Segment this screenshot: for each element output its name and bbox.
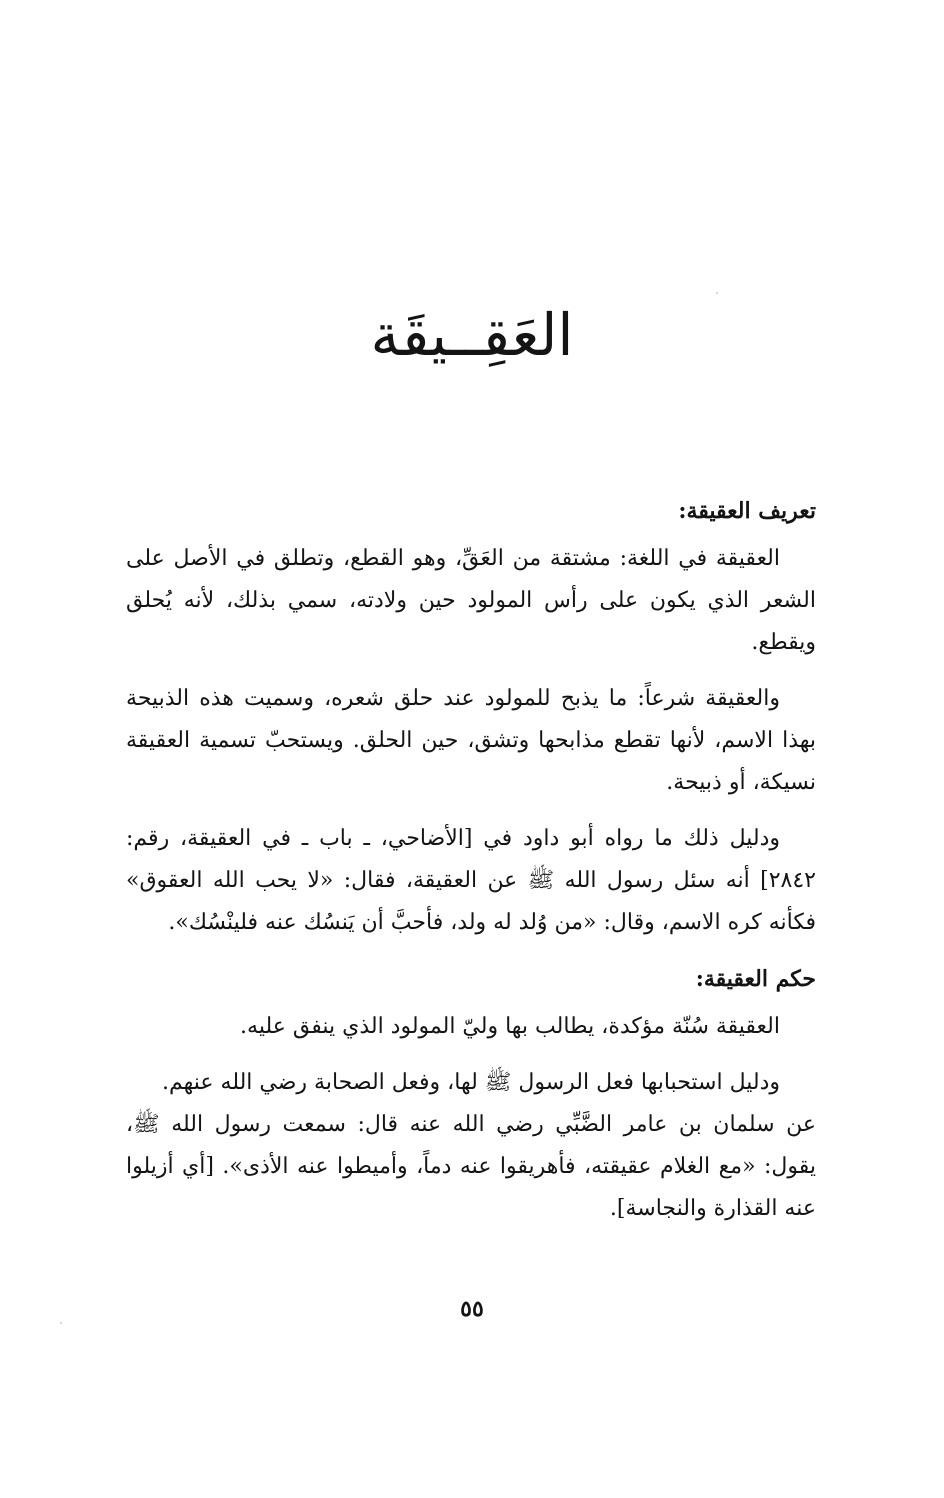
page-content (126, 490, 816, 1244)
chapter-title: العَقِــيقَة (370, 301, 574, 369)
section-heading: حكم العقيقة: (695, 966, 816, 992)
paragraph: والعقيقة شرعاً: ما يذبح للمولود عند حلق شعره، وسميت هذه الذبيحة بهذا الاسم، لأنها تقطع مذابحها وتشق، حين الحلق. ويستحبّ تسمية العقيقة نسيكة، أو ذبيحة. (126, 686, 816, 795)
section-definition (126, 490, 816, 944)
paragraph: ودليل استحبابها فعل الرسول ﷺ لها، وفعل الصحابة رضي الله عنهم. (161, 1070, 780, 1095)
paragraph: ودليل ذلك ما رواه أبو داود في [الأضاحي، ـ باب ـ في العقيقة، رقم: ٢٨٤٢] أنه سئل رسول الله ﷺ عن العقيقة، فقال: «لا يحب الله العقوق» فكأنه كره الاسم، وقال: «من وُلد له ولد، فأحبَّ أن يَنسُك عنه فلينْسُك». (126, 826, 816, 935)
paragraph: العقيقة سُنّة مؤكدة، يطالب بها وليّ المولود الذي ينفق عليه. (240, 1014, 780, 1039)
section-ruling (126, 958, 816, 1230)
paragraph: عن سلمان بن عامر الضَّبِّي رضي الله عنه قال: سمعت رسول الله ﷺ، يقول: «مع الغلام عقيقته، فأهريقوا عنه دماً، وأميطوا عنه الأذى». [أي أزيلوا عنه القذارة والنجاسة]. (126, 1112, 816, 1221)
page-number: ٥٥ (460, 1296, 484, 1322)
scan-speck (60, 1322, 62, 1324)
paragraph: العقيقة في اللغة: مشتقة من العَقِّ، وهو القطع، وتطلق في الأصل على الشعر الذي يكون على رأس المولود حين ولادته، سمي بذلك، لأنه يُحلق ويقطع. (126, 546, 816, 655)
section-heading: تعريف العقيقة: (678, 498, 816, 524)
scan-speck (716, 292, 718, 294)
